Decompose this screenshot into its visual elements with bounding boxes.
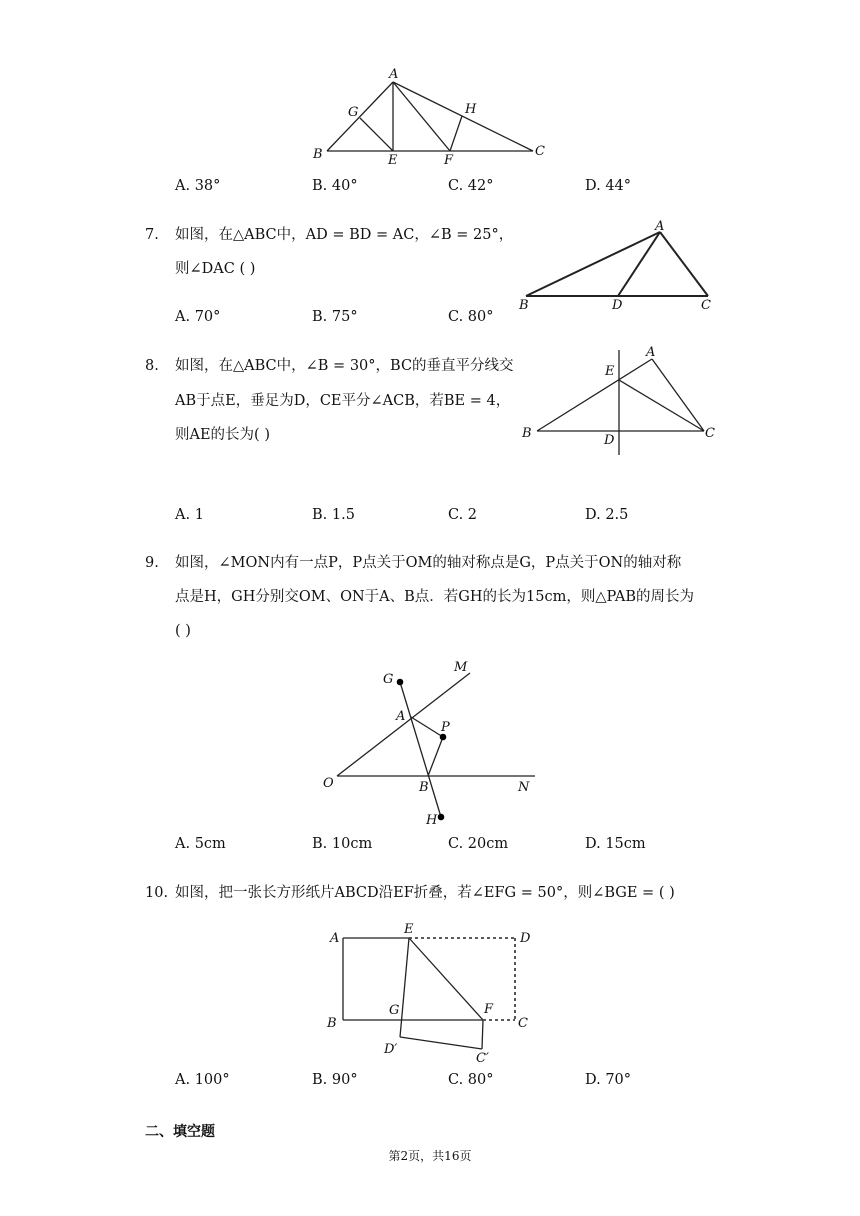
fig9-label-p: P (441, 720, 450, 735)
fig8-label-e: E (605, 364, 615, 379)
fig9-label-a: A (396, 709, 406, 724)
fig9-label-h: H (426, 813, 438, 828)
fig6-label-e: E (388, 153, 398, 168)
q10-option-a[interactable]: A. 100° (175, 1072, 230, 1088)
q6-option-a[interactable]: A. 38° (175, 178, 221, 194)
q10-option-b[interactable]: B. 90° (312, 1072, 358, 1088)
q10-text-line1: 如图，把一张长方形纸片ABCD沿EF折叠，若∠EFG = 50°，则∠BGE = ( ) (175, 885, 675, 901)
fig6-label-h: H (465, 102, 477, 117)
fig10-label-d: D (520, 931, 531, 946)
q8-text-line1: 如图，在△ABC中，∠B = 30°，BC的垂直平分线交 (175, 358, 514, 374)
fig8-label-b: B (522, 426, 532, 441)
fig10-label-f: F (484, 1002, 494, 1017)
q8-option-c[interactable]: C. 2 (448, 507, 478, 523)
q7-text-line2: 则∠DAC ( ) (175, 261, 256, 277)
q9-option-a[interactable]: A. 5cm (175, 836, 226, 852)
fig9-label-n: N (518, 780, 530, 795)
q7-option-a[interactable]: A. 70° (175, 309, 221, 325)
fig6-label-f: F (444, 153, 454, 168)
fig8-label-c: C (705, 426, 715, 441)
q7-number: 7. (145, 227, 159, 243)
q8-text-line3: 则AE的长为( ) (175, 427, 270, 443)
fig6-label-b: B (313, 147, 323, 162)
q8-option-d[interactable]: D. 2.5 (585, 507, 629, 523)
fig7-label-a: A (655, 219, 665, 234)
q6-option-b[interactable]: B. 40° (312, 178, 358, 194)
fig9-label-g: G (383, 672, 394, 687)
q9-number: 9. (145, 555, 159, 571)
q8-option-b[interactable]: B. 1.5 (312, 507, 355, 523)
page-footer: 第2页，共16页 (388, 1149, 472, 1163)
q8-number: 8. (145, 358, 159, 374)
fig6-label-c: C (535, 144, 545, 159)
fig9-label-m: M (454, 660, 468, 675)
q7-option-c[interactable]: C. 80° (448, 309, 494, 325)
fig7-label-d: D (612, 298, 623, 313)
q6-option-d[interactable]: D. 44° (585, 178, 632, 194)
fig8-label-a: A (646, 345, 656, 360)
q7-text-line1: 如图，在△ABC中，AD = BD = AC，∠B = 25°， (175, 227, 514, 243)
fig10-label-e: E (404, 922, 414, 937)
q9-option-b[interactable]: B. 10cm (312, 836, 373, 852)
q9-text-line1: 如图，∠MON内有一点P，P点关于OM的轴对称点是G，P点关于ON的轴对称 (175, 555, 682, 571)
q10-number: 10. (145, 885, 169, 901)
q7-option-b[interactable]: B. 75° (312, 309, 358, 325)
fig9-label-b: B (419, 780, 429, 795)
q10-option-c[interactable]: C. 80° (448, 1072, 494, 1088)
q9-text-line3: ( ) (175, 623, 191, 639)
q6-option-c[interactable]: C. 42° (448, 178, 494, 194)
q8-text-line2: AB于点E，垂足为D，CE平分∠ACB，若BE = 4， (175, 393, 511, 409)
fig7-label-b: B (519, 298, 529, 313)
fig10-label-g: G (389, 1003, 400, 1018)
fig10-label-b: B (327, 1016, 337, 1031)
section-heading-fill-in: 二、填空题 (145, 1124, 215, 1140)
fig7-label-c: C (701, 298, 711, 313)
fig10-label-a: A (330, 931, 340, 946)
fig6-label-g: G (348, 105, 359, 120)
fig10-label-c: C (518, 1016, 528, 1031)
q10-option-d[interactable]: D. 70° (585, 1072, 632, 1088)
fig9-label-o: O (323, 776, 334, 791)
fig10-label-c-prime: C′ (476, 1051, 489, 1066)
q9-text-line2: 点是H，GH分别交OM、ON于A、B点．若GH的长为15cm，则△PAB的周长为 (175, 589, 695, 605)
fig6-label-a: A (389, 67, 399, 82)
q9-option-d[interactable]: D. 15cm (585, 836, 646, 852)
q9-option-c[interactable]: C. 20cm (448, 836, 509, 852)
fig8-label-d: D (604, 433, 615, 448)
fig10-label-d-prime: D′ (384, 1042, 398, 1057)
q8-option-a[interactable]: A. 1 (175, 507, 204, 523)
